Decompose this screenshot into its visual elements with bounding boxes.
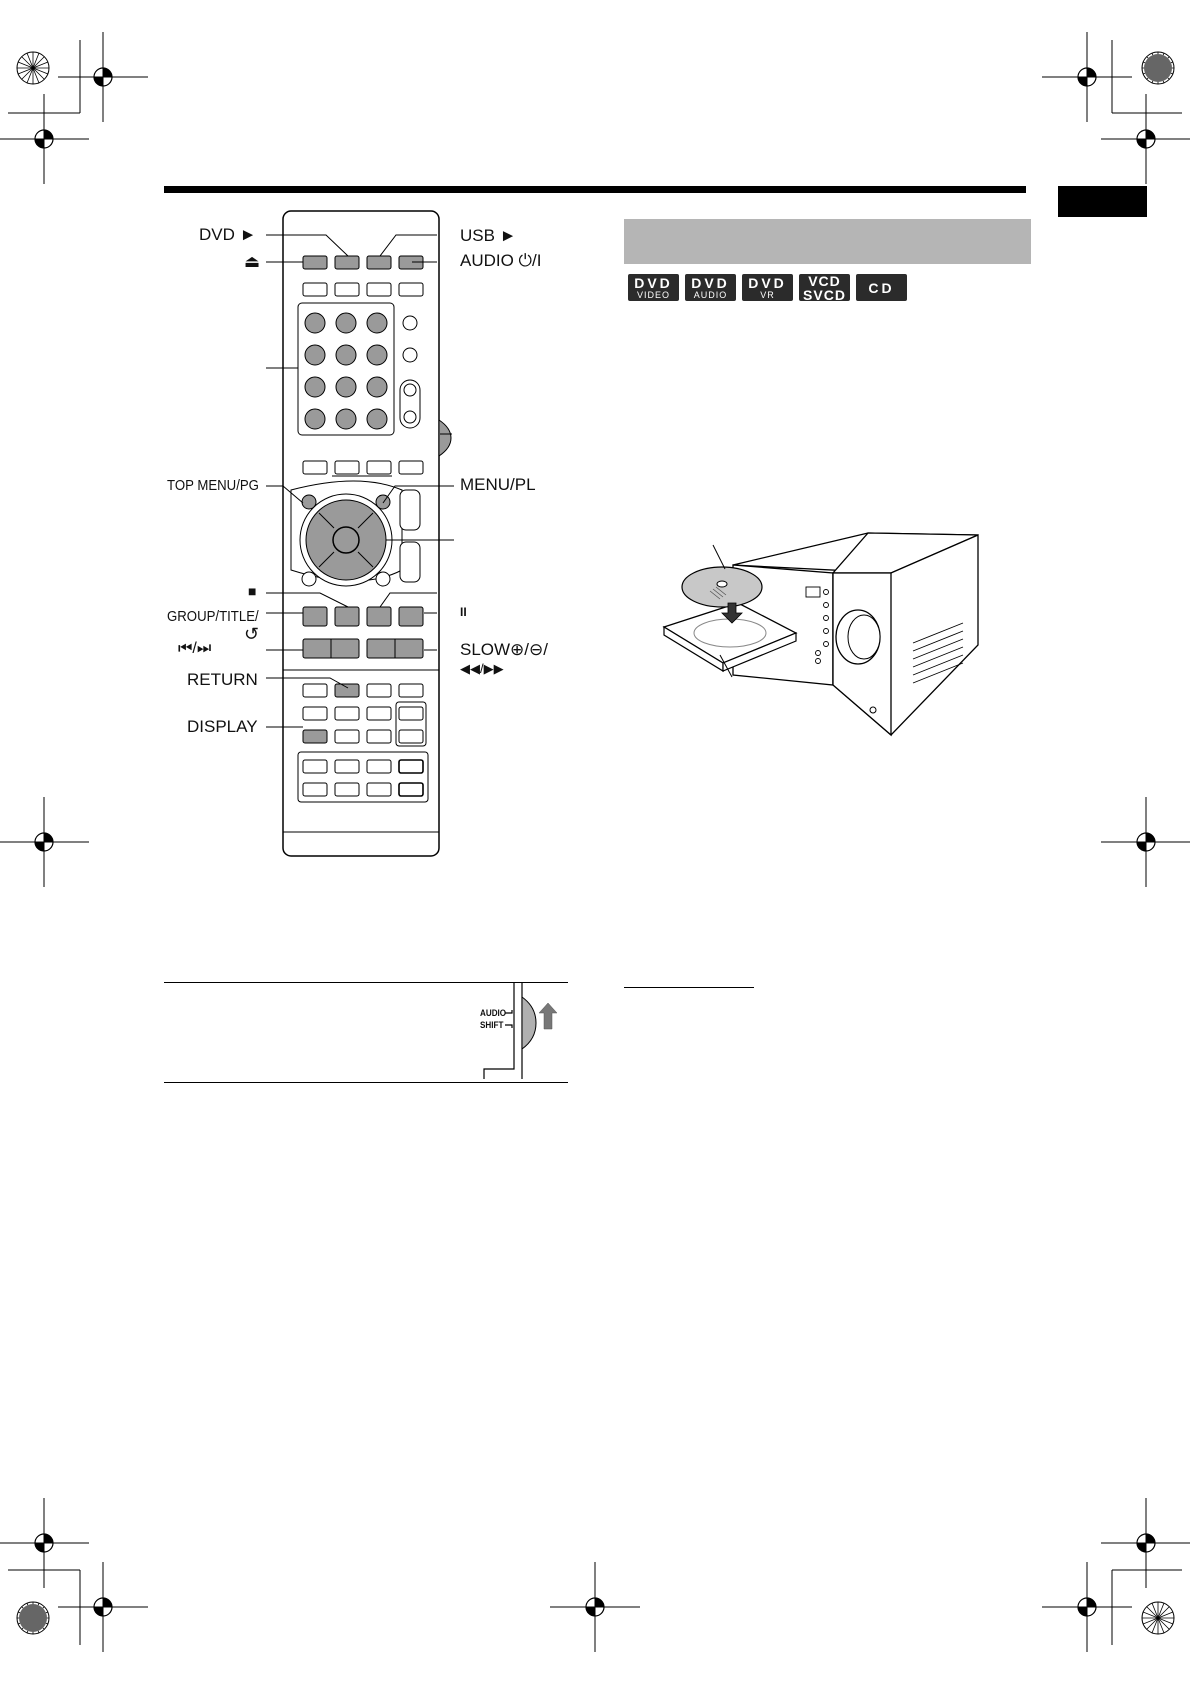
section-header-bar — [624, 219, 1031, 264]
disc-type-badges — [628, 274, 907, 301]
return-label: RETURN — [187, 670, 258, 689]
slow-label: SLOW⊕/⊖/ — [460, 640, 548, 659]
badge-dvd-video-line2: VIDEO — [636, 289, 670, 300]
badge-dvd-video — [628, 274, 679, 301]
menu-pl-label: MENU/PL — [460, 475, 536, 494]
top-menu-label: TOP MENU/PG — [167, 477, 259, 494]
badge-dvd-audio-line1: DVD — [691, 274, 730, 291]
badge-vcd-line1: VCD — [808, 272, 841, 289]
usb-play-label: USB ► — [460, 226, 517, 245]
audio-power-label: AUDIO ⏻/I — [460, 251, 542, 270]
audio-switch-label: AUDIO — [480, 1008, 507, 1018]
reference-underline — [624, 987, 754, 988]
badge-dvd-audio — [685, 274, 736, 301]
badge-dvd-vr-line2: VR — [760, 289, 775, 300]
pause-label: II — [460, 605, 467, 619]
audio-shift-switch-illustration — [478, 983, 568, 1081]
badge-dvd-audio-line2: AUDIO — [693, 289, 728, 300]
badge-dvd-video-line1: DVD — [634, 274, 673, 291]
badge-vcd-line2: SVCD — [803, 286, 846, 303]
eject-label: ⏏ — [244, 252, 261, 271]
group-title-label: GROUP/TITLE/ — [167, 608, 259, 625]
badge-dvd-vr-line1: DVD — [748, 274, 787, 291]
dvd-play-label: DVD ► — [199, 225, 257, 244]
shift-switch-label: SHIFT — [480, 1020, 504, 1030]
badge-cd — [856, 274, 907, 301]
badge-vcd-svcd — [799, 274, 850, 301]
skip-label: ⏮/⏭ — [178, 640, 212, 657]
badge-cd-line1: CD — [868, 279, 895, 296]
display-label: DISPLAY — [187, 717, 258, 736]
repeat-symbol-label: ↺ — [244, 624, 260, 644]
search-label: ◀◀/▶▶ — [460, 661, 504, 676]
stop-label: ■ — [248, 583, 257, 599]
badge-dvd-vr — [742, 274, 793, 301]
disc-loading-illustration — [658, 525, 1058, 735]
